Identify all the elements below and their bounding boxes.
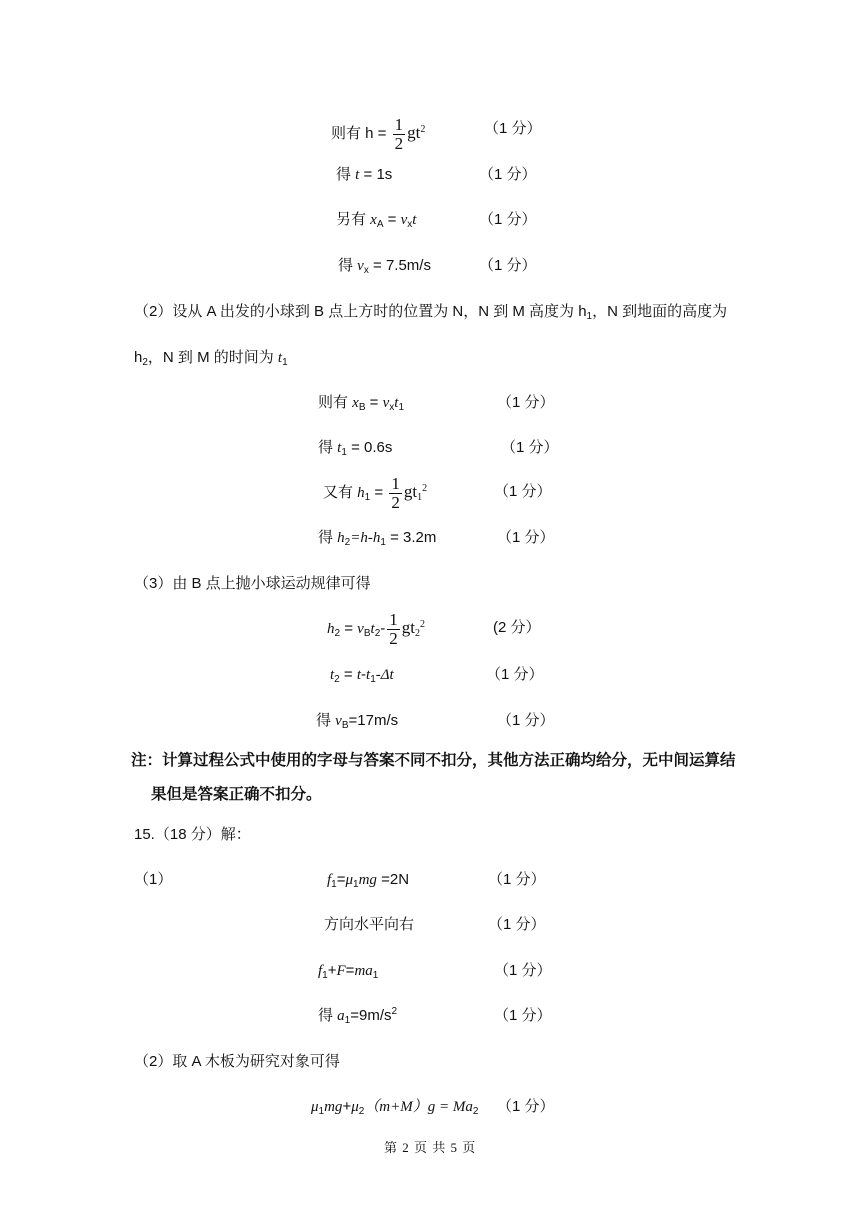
- q15-heading: 15.（18 分）解：: [134, 826, 251, 843]
- q15-formula-newton: [318, 961, 378, 981]
- frac-denominator: 2: [391, 492, 400, 512]
- var-f: f: [327, 872, 332, 888]
- score-q15-l4: （1 分）: [494, 1007, 552, 1024]
- value: =17m/s: [348, 712, 399, 729]
- var-Ma: Ma: [452, 1099, 473, 1115]
- delta-t: -Δt: [375, 667, 394, 683]
- p1-formula-h: [331, 113, 425, 153]
- sub: 1: [586, 311, 593, 322]
- var-v: v: [382, 395, 390, 411]
- var-t: t: [366, 667, 371, 683]
- var-v: v: [400, 212, 408, 228]
- score-p2-l1: （1 分）: [497, 394, 555, 411]
- sub: B: [358, 402, 366, 413]
- var-a: a: [337, 1008, 345, 1024]
- value: =9m/s: [350, 1007, 392, 1024]
- minus: -: [361, 666, 367, 683]
- sub: x: [363, 265, 369, 276]
- q15-formula-a1: [318, 1006, 397, 1026]
- prefix: 另有: [336, 211, 371, 228]
- score-p1-l3: （1 分）: [479, 211, 537, 228]
- exponent: 2: [419, 619, 425, 630]
- sub: 1: [380, 537, 386, 548]
- sub: 2: [414, 628, 420, 639]
- plus: +: [327, 962, 337, 979]
- p1-formula-xA: [336, 210, 416, 230]
- sub: 1: [370, 674, 376, 685]
- var-t: t: [394, 395, 399, 411]
- frac-denominator: 2: [394, 133, 404, 153]
- score-p1-l4: （1 分）: [479, 257, 537, 274]
- value: =2N: [376, 871, 410, 888]
- frac-denominator: 2: [389, 628, 398, 648]
- gt-term: gt: [403, 482, 418, 501]
- q15-formula-Ma2: [311, 1097, 478, 1117]
- p3-intro: （3）由 B 点上抛小球运动规律可得: [134, 575, 371, 592]
- eq: =: [383, 211, 401, 228]
- var-h: h: [327, 621, 335, 637]
- sub: 2: [142, 357, 148, 368]
- var-mu: μ: [351, 1099, 359, 1115]
- var-x: x: [370, 212, 377, 228]
- text: （2）设从 A 出发的小球到 B 点上方时的位置为 N，N 到 M 高度为 h: [134, 303, 587, 320]
- sub: B: [363, 628, 371, 639]
- exponent: 2: [422, 483, 428, 494]
- q15-part1-label: （1）: [134, 871, 173, 888]
- p2-formula-h2: [318, 528, 436, 548]
- sub: 1: [353, 879, 359, 890]
- sub: B: [341, 720, 349, 731]
- gt-term: gt: [407, 123, 421, 142]
- score-p3-l1: (2 分）: [493, 619, 541, 636]
- prefix: 得: [318, 1007, 338, 1024]
- var-v: v: [335, 713, 342, 729]
- var-t: t: [412, 212, 417, 228]
- var-t: t: [337, 440, 342, 456]
- var-v: v: [357, 621, 364, 637]
- p2-intro-line2: [134, 348, 288, 368]
- sub: 1: [364, 492, 371, 503]
- sub: 1: [282, 357, 288, 368]
- plus: +: [342, 1098, 352, 1115]
- exponent: 2: [391, 1006, 398, 1017]
- var-t: t: [355, 167, 360, 183]
- fraction-half: [387, 611, 400, 648]
- prefix: 得: [318, 529, 338, 546]
- value: = 3.2m: [385, 529, 437, 546]
- var-mu: μ: [311, 1099, 319, 1115]
- q15-formula-f1: [327, 870, 409, 890]
- p2-formula-xB: [318, 393, 404, 413]
- var-mg: mg: [324, 1099, 343, 1115]
- sub: 1: [318, 1106, 325, 1117]
- sub: 1: [398, 402, 405, 413]
- var-t: t: [277, 350, 283, 366]
- score-q15-l2: （1 分）: [488, 916, 546, 933]
- var-mu: μ: [345, 872, 354, 888]
- sub: 1: [331, 879, 337, 890]
- score-q15-p2: （1 分）: [497, 1098, 555, 1115]
- value: = 0.6s: [346, 439, 393, 456]
- q15-part2-intro: （2）取 A 木板为研究对象可得: [134, 1053, 340, 1070]
- eq: =: [370, 484, 388, 501]
- p2-formula-h1: [323, 470, 427, 514]
- var-t: t: [370, 621, 375, 637]
- score-q15-l3: （1 分）: [494, 962, 552, 979]
- sub: x: [407, 219, 413, 230]
- var-h: h: [357, 485, 365, 501]
- var-x: x: [352, 395, 359, 411]
- sub: 2: [334, 674, 340, 685]
- frac-numerator: 1: [394, 114, 404, 134]
- sub: A: [376, 219, 384, 230]
- text: ，N 到 M 的时间为: [147, 349, 278, 366]
- score-p3-l3: （1 分）: [497, 712, 555, 729]
- prefix: 得: [338, 257, 358, 274]
- sub: 2: [334, 628, 341, 639]
- score-p2-l2: （1 分）: [501, 439, 559, 456]
- sub: 2: [358, 1106, 365, 1117]
- prefix: 得: [318, 439, 338, 456]
- value: = 7.5m/s: [368, 257, 431, 274]
- sub: 1: [417, 492, 423, 503]
- score-p3-l2: （1 分）: [486, 666, 544, 683]
- var-mg: mg: [358, 872, 377, 888]
- var-t: t: [330, 667, 335, 683]
- sub: 2: [344, 537, 351, 548]
- fraction-half: [389, 475, 402, 512]
- expr: =h-h: [350, 530, 381, 546]
- text: ，N 到地面的高度为: [592, 303, 728, 320]
- value: = 1s: [359, 166, 393, 183]
- p2-formula-t1: [318, 438, 392, 458]
- score-p1-l1: （1 分）: [484, 120, 542, 137]
- sub: x: [389, 402, 395, 413]
- p3-formula-t2: [330, 665, 394, 685]
- score-p2-l3: （1 分）: [494, 483, 552, 500]
- prefix: 得: [316, 712, 336, 729]
- sub: 1: [341, 447, 347, 458]
- p3-formula-h2: [327, 606, 425, 650]
- var-F: F: [336, 963, 346, 979]
- note-line2: 果但是答案正确不扣分。: [151, 786, 322, 803]
- prefix: 得: [336, 166, 356, 183]
- eq: =: [340, 620, 358, 637]
- minus: -: [380, 620, 386, 637]
- p2-intro-line1: [134, 302, 727, 322]
- eq: =: [345, 962, 355, 979]
- var-t: t: [356, 667, 362, 683]
- sub: 1: [322, 970, 328, 981]
- p1-formula-vx: [338, 256, 431, 276]
- frac-numerator: 1: [389, 609, 398, 629]
- var-f: f: [318, 963, 323, 979]
- prefix: 又有: [323, 484, 358, 501]
- p1-h-prefix: 则有 h =: [331, 125, 387, 142]
- var-ma: ma: [354, 963, 373, 979]
- expr: （m+M）g =: [364, 1099, 453, 1115]
- eq: =: [336, 871, 346, 888]
- var-h: h: [337, 530, 345, 546]
- exponent: 2: [420, 124, 426, 135]
- sub: 1: [344, 1015, 351, 1026]
- frac-numerator: 1: [391, 473, 400, 493]
- var-v: v: [357, 258, 364, 274]
- p3-formula-vB: [316, 711, 398, 731]
- sub: 2: [472, 1106, 479, 1117]
- score-p1-l2: （1 分）: [479, 166, 537, 183]
- sub: 2: [374, 628, 381, 639]
- text: h: [134, 349, 143, 366]
- eq: =: [339, 666, 357, 683]
- p1-formula-t: [336, 165, 392, 185]
- score-q15-l1: （1 分）: [488, 871, 546, 888]
- note-line1: 注：计算过程公式中使用的字母与答案不同不扣分，其他方法正确均给分，无中间运算结: [131, 752, 736, 769]
- eq: =: [365, 394, 383, 411]
- prefix: 则有: [318, 394, 353, 411]
- page-number: 第 2 页 共 5 页: [384, 1140, 477, 1155]
- gt-term: gt: [401, 618, 415, 637]
- q15-direction: 方向水平向右: [324, 916, 415, 933]
- score-p2-l4: （1 分）: [497, 529, 555, 546]
- fraction-half: [393, 116, 406, 153]
- sub: 1: [372, 970, 379, 981]
